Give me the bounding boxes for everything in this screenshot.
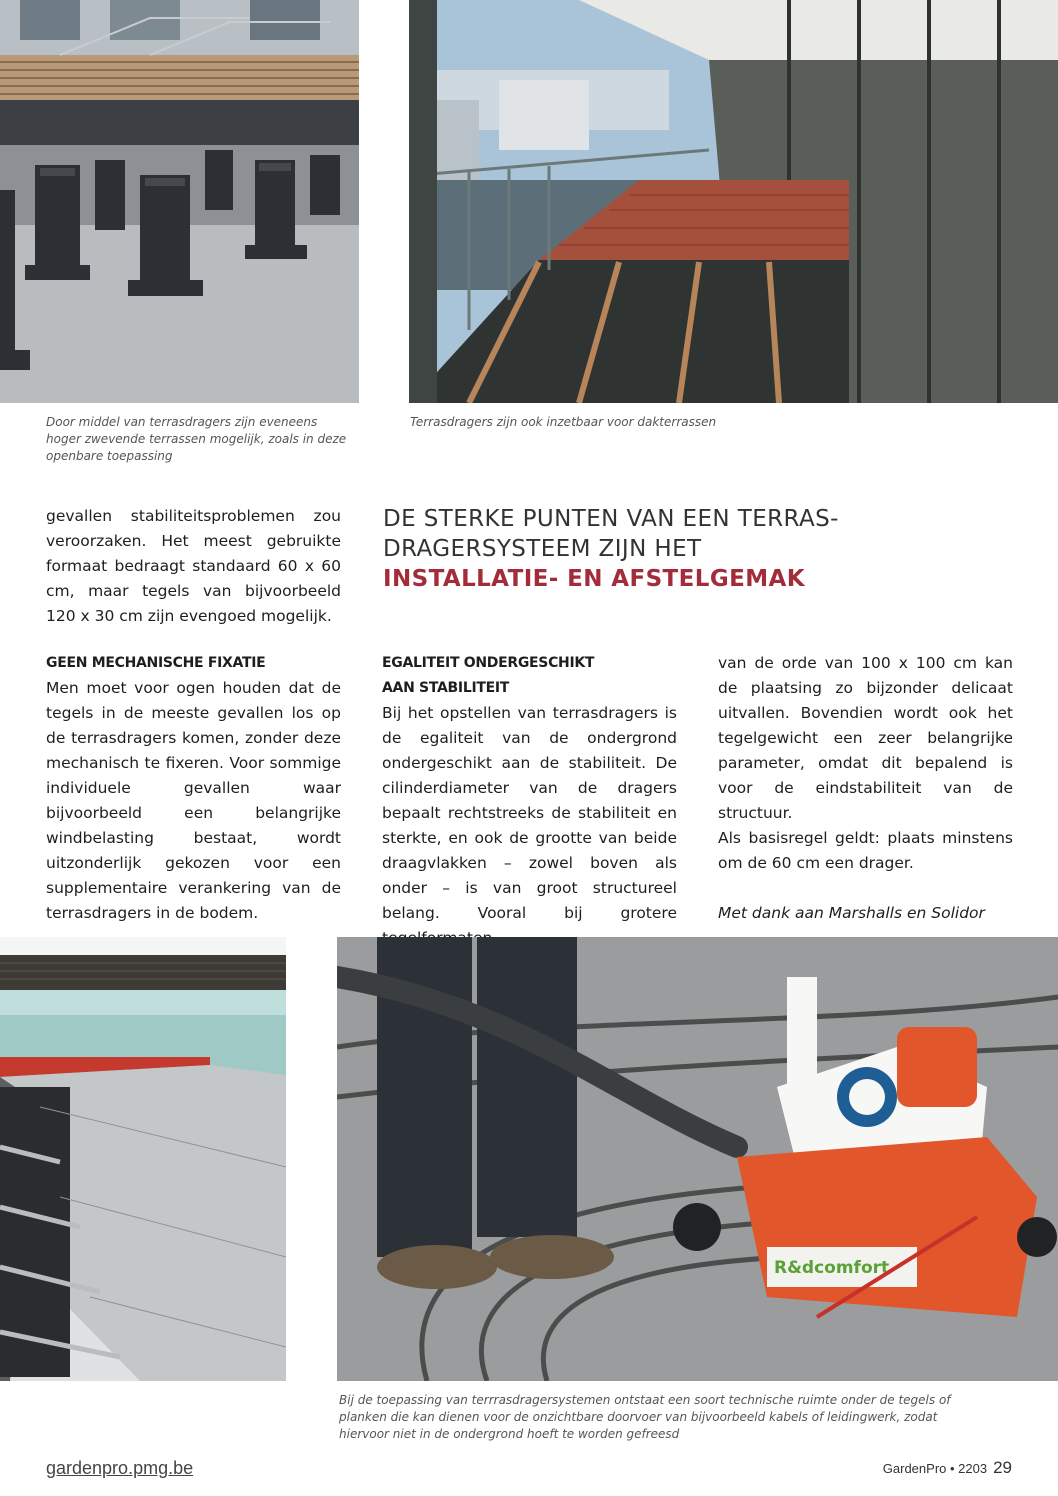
column-3-body bbox=[718, 651, 1013, 926]
photo-caption-pedestals: Door middel van terrasdragers zijn eveneens hoger zwevende terrassen mogelijk, zoals in deze openbare toepassing bbox=[46, 415, 347, 463]
subhead-geen-mechanische-fixatie: GEEN MECHANISCHE FIXATIE bbox=[46, 655, 266, 671]
photo-floor-cutter bbox=[337, 937, 1058, 1381]
column-2-body-text: Bij het opstellen van terrasdragers is de egaliteit van de ondergrond ondergeschikt aan de stabiliteit. De cilinderdiameter van de dragers bepaalt rechtstreeks de stabiliteit en sterkte, en ook de grootte van beide draagvlakken – zowel boven als onder – is van groot structureel belang. Vooral bij grotere bbox=[382, 704, 677, 922]
footer-magazine-info bbox=[883, 1458, 1012, 1478]
column-1-body bbox=[46, 676, 341, 926]
page-number: 29 bbox=[993, 1458, 1012, 1477]
subhead-egaliteit-line-2: AAN STABILITEIT bbox=[382, 680, 510, 696]
photo-caption-roof-terrace: Terrasdragers zijn ook inzetbaar voor dakterrassen bbox=[410, 415, 717, 429]
pull-quote-headline bbox=[383, 504, 863, 594]
footer-website-link[interactable]: gardenpro.pmg.be bbox=[46, 1458, 194, 1478]
subhead-egaliteit-line-1: EGALITEIT ONDERGESCHIKT bbox=[382, 655, 595, 671]
footer-magazine-issue: GardenPro • 2203 bbox=[882, 1461, 988, 1476]
column-1-intro-text: gevallen stabiliteitsproblemen zou veroorzaken. Het meest gebruikte formaat bedraagt standaard 60 x 60 cm, maar tegels van bijvoorbeeld 120 x 30 cm zijn evengoed mogelijk. bbox=[46, 507, 341, 625]
photo-pool-terrace bbox=[0, 937, 286, 1381]
subhead-egaliteit bbox=[382, 651, 677, 701]
photo-caption-floor-cutter: Bij de toepassing van terrrasdragersystemen ontstaat een soort technische ruimte onder de tegels of planken die kan dienen voor de onzichtbare doorvoer van bijvoorbeeld kabels of leidingwerk, zodat hiervoor niet in de ondergrond hoeft te worden gefreesd bbox=[339, 1393, 951, 1441]
photo-roof-terrace bbox=[409, 0, 1058, 403]
column-1-body-text: Men moet voor ogen houden dat de tegels in de meeste gevallen los op de terrasdragers komen, zonder deze mechanisch te fixeren. Voor sommige individuele gevallen waar bijvoorbeeld een belangrijke windbelasting bestaat, wordt uitzonderlijk gekozen voor een supplementaire verankering van de terrasdragers in de bodem. bbox=[46, 679, 341, 922]
headline-accent: INSTALLATIE- EN AFSTELGEMAK bbox=[383, 566, 805, 592]
column-1-intro bbox=[46, 504, 341, 629]
column-3-spacer bbox=[718, 876, 1013, 901]
column-3-body-text: van de orde van 100 x 100 cm kan de plaatsing zo bijzonder delicaat uitvallen. Bovendien wordt ook het tegelgewicht een zeer belangrijke parameter, omdat dit bepalend is voor de eindstabiliteit van de structuur. bbox=[718, 654, 1013, 822]
credits: Met dank aan Marshalls en Solidor bbox=[718, 904, 985, 922]
column-2-body bbox=[382, 701, 677, 951]
headline-line-1: DE STERKE PUNTEN VAN EEN TERRAS- bbox=[383, 506, 839, 532]
headline-line-2: DRAGERSYSTEEM ZIJN HET bbox=[383, 536, 702, 562]
photo-pedestals bbox=[0, 0, 359, 403]
machine-brand-label: R&dcomfort bbox=[774, 1258, 890, 1278]
column-3-rule-text: Als basisregel geldt: plaats minstens om de 60 cm een drager. bbox=[718, 829, 1013, 872]
